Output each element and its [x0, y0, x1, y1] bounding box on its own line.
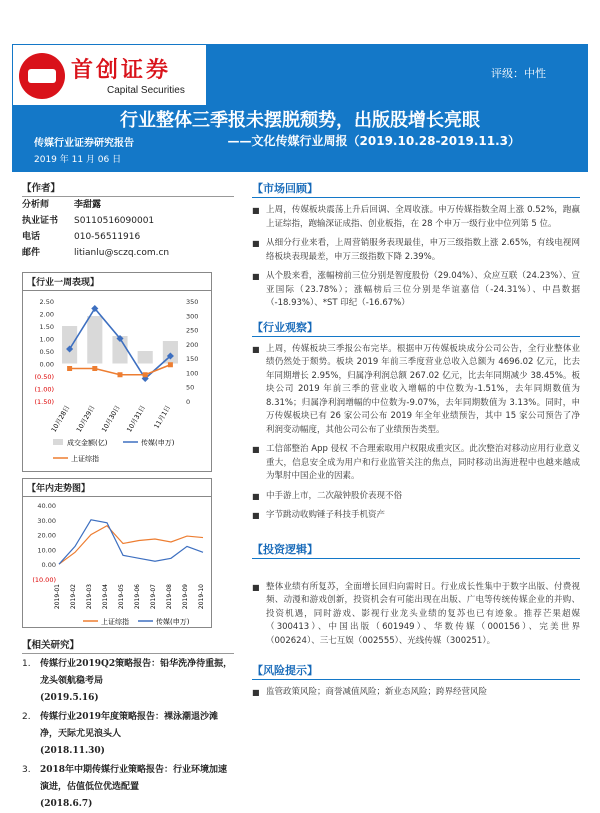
y2-tick-label: 200 — [186, 340, 199, 349]
weekly-chart-svg — [23, 291, 211, 471]
yearly-chart-title: 【年内走势图】 — [23, 479, 211, 497]
x-tick-label: 2019-06 — [134, 584, 141, 610]
page-title: 行业整体三季报未摆脱颓势，出版股增长亮眼 — [120, 110, 480, 131]
x-tick-label: 2019-02 — [70, 584, 77, 610]
list-item-text: 从个股来看，涨幅榜前三位分别是智度股份（29.04%）、众应互联（24.23%）、宣亚国际（23.78%）；涨幅榜后三位分别是华谊嘉信（-24.31%）、中昌数据（-18.93%）、*ST 印纪（-16.67%） — [266, 271, 580, 308]
logo-cn: 首创证券 — [71, 57, 172, 83]
y-tick-label: 1.50 — [39, 323, 54, 331]
legend-label: 传媒(申万) — [156, 618, 190, 626]
list-item — [252, 490, 580, 504]
data-point — [118, 372, 123, 377]
list-item-date: (2019.5.16) — [40, 693, 99, 703]
risk-title: 【风险提示】 — [252, 662, 580, 680]
x-tick-label: 10月30日 — [100, 404, 122, 434]
y2-tick-label: 0 — [186, 398, 191, 406]
y-tick-label: (1.50) — [34, 398, 54, 406]
related-research — [22, 637, 234, 813]
x-tick-label: 2019-09 — [182, 584, 189, 610]
yearly-chart-svg — [23, 497, 211, 627]
data-point — [92, 366, 97, 371]
list-item — [252, 509, 580, 523]
y-tick-label: 10.00 — [37, 546, 56, 555]
bullet-icon: ■ — [252, 445, 260, 454]
bar — [87, 316, 102, 364]
y2-tick-label: 350 — [186, 298, 199, 306]
report-header — [12, 44, 588, 172]
x-tick-label: 10月31日 — [125, 404, 147, 434]
logo-icon — [19, 53, 65, 99]
list-item-text: 传媒行业2019Q2策略报告：铅华洗净待重振，龙头领航稳考局 — [40, 659, 233, 686]
legend-swatch — [53, 439, 63, 445]
author-key: 执业证书 — [22, 216, 59, 226]
yearly-chart — [22, 478, 212, 628]
list-item-text: 传媒行业2019年度策略报告：裸泳潮退沙滩净，天际尤见浪头人 — [40, 712, 219, 739]
x-tick-label: 10月29日 — [74, 404, 97, 434]
list-item — [252, 581, 580, 649]
y-tick-label: 2.00 — [39, 310, 54, 319]
y2-tick-label: 250 — [186, 326, 199, 335]
x-tick-label: 2019-07 — [150, 584, 157, 610]
list-item-text: 字节跳动收购锤子科技手机资产 — [266, 510, 386, 520]
legend-label: 上证综指 — [101, 618, 129, 626]
report-subtitle: ——文化传媒行业周报（2019.10.28-2019.11.3） — [227, 134, 520, 148]
rating: 评级：中性 — [491, 67, 546, 80]
list-item-text: 监管政策风险；商誉减值风险；新业态风险；跨界经营风险 — [266, 687, 488, 697]
report-date: 2019 年 11 月 06 日 — [34, 155, 122, 165]
weekly-chart — [22, 272, 212, 472]
series-line — [59, 526, 203, 564]
author-row — [22, 197, 234, 213]
bullet-icon: ■ — [252, 582, 260, 592]
y2-tick-label: 150 — [186, 355, 199, 364]
data-point — [67, 366, 72, 371]
weekly-chart-title: 【行业一周表现】 — [23, 273, 211, 291]
author-value: 010-56511916 — [74, 232, 141, 242]
y-tick-label: (0.50) — [34, 373, 54, 381]
legend-label: 上证综指 — [71, 455, 99, 463]
list-item — [252, 443, 580, 484]
logo-en: Capital Securities — [107, 85, 185, 96]
list-item — [252, 686, 580, 700]
x-tick-label: 2019-08 — [166, 584, 173, 610]
y-tick-label: 30.00 — [37, 516, 56, 525]
list-item — [252, 204, 580, 231]
list-item-text: 2018年中期传媒行业策略报告：行业环境加速演进，估值低位优选配置 — [40, 765, 228, 792]
industry-observe-title: 【行业观察】 — [252, 319, 580, 337]
bullet-icon: ■ — [252, 272, 260, 281]
y-tick-label: (10.00) — [32, 576, 56, 584]
list-item-date: (2018.11.30) — [40, 746, 105, 756]
author-key: 邮件 — [22, 248, 41, 258]
author-key: 分析师 — [22, 200, 50, 210]
legend-label: 成交金额(亿) — [67, 439, 108, 447]
bar — [138, 351, 153, 364]
y-tick-label: 40.00 — [37, 502, 56, 510]
list-item-number: 1. — [22, 659, 31, 669]
list-item-number: 3. — [22, 765, 31, 775]
list-item-text: 整体业绩有所复苏，全面增长回归向需时日。行业成长性集中于数字出版、付费视频、动漫和游戏创新，投资机会有可能出现在出版、广电等传统传媒企业的并购、投资机遇，同时游戏、影视行业龙头业绩的复苏也已有迹象。推荐芒果超媒（300413）、中国出版（601949）、华数传媒（000156）、完美世界（002624）、三七互娱（002555）、光线传媒（300251）。 — [266, 581, 580, 646]
data-point — [168, 362, 173, 367]
x-tick-label: 2019-10 — [198, 584, 205, 610]
bullet-icon: ■ — [252, 239, 260, 248]
list-item-number: 2. — [22, 712, 31, 722]
author-value[interactable]: litianlu@sczq.com.cn — [74, 248, 170, 258]
y-tick-label: 20.00 — [37, 531, 56, 540]
y2-tick-label: 100 — [186, 369, 199, 378]
y2-tick-label: 50 — [186, 383, 195, 392]
list-item-text: 上周，传媒板块三季报公布完毕。根据申万传媒板块成分公司公告，全行业整体业绩仍然处于颓势。板块 2019 年前三季度营业总收入总额为 4696.02 亿元，比去年同期增长 2.95%，归属净利润总额 267.02 亿元，比去年同期减少 38.45%。板块公司 2019 年前三季的营业收入增幅的中位数为-1.51%，去年同期数值为 8.31%；归属净利润增幅的中位数为-9.07%，去年同期数值为 3.13%。同时，申万传媒板块已有 26 家公司公布 2019 年全年业绩预告，其中 15 家公司预告了净利润变动幅度，其他公司公布了业绩预告类型。 — [266, 343, 580, 435]
y-tick-label: 2.50 — [39, 298, 54, 306]
y-tick-label: 0.00 — [41, 561, 56, 570]
list-item — [252, 270, 580, 311]
list-item-text: 中手游上市，二次敲钟股价表现不俗 — [266, 490, 403, 501]
x-tick-label: 2019-04 — [102, 584, 109, 610]
logo — [12, 44, 207, 106]
bullet-icon: ■ — [252, 344, 260, 354]
author-key: 电话 — [22, 232, 41, 242]
list-item[interactable] — [22, 709, 234, 760]
list-item[interactable] — [22, 656, 234, 707]
x-tick-label: 2019-05 — [118, 584, 125, 610]
author-row — [22, 213, 234, 229]
related-research-title: 【相关研究】 — [22, 637, 234, 654]
bullet-icon: ■ — [252, 206, 260, 215]
list-item-text: 从细分行业来看，上周营销服务表现最佳，申万三级指数上涨 2.65%，有线电视网络板块表现最差，申万三级指数下降 2.39%。 — [266, 238, 580, 262]
author-value: 李甜露 — [74, 200, 102, 210]
report-dept: 传媒行业证券研究报告 — [34, 138, 134, 149]
data-point — [143, 372, 148, 377]
list-item — [252, 237, 580, 264]
x-tick-label: 2019-03 — [86, 584, 93, 610]
author-row — [22, 229, 234, 245]
bullet-icon: ■ — [252, 511, 260, 520]
list-item-text: 工信部整治 App 侵权 不合理索取用户权限成重灾区。此次整治对移动应用行业意义重大，信息安全成为用户和行业监管关注的焦点，同时移动出海进程中也越来越成为掣肘中国企业的因素。 — [266, 444, 580, 481]
list-item — [252, 343, 580, 438]
main-content — [252, 180, 580, 700]
x-tick-label: 11月1日 — [152, 404, 173, 431]
author-value: S0110516090001 — [74, 216, 155, 226]
author-section-title: 【作者】 — [22, 180, 234, 197]
y-tick-label: 0.00 — [39, 360, 54, 369]
bullet-icon: ■ — [252, 491, 260, 501]
y2-tick-label: 300 — [186, 312, 199, 321]
x-tick-label: 10月28日 — [49, 404, 72, 434]
legend-label: 传媒(申万) — [141, 439, 175, 447]
invest-logic-title: 【投资逻辑】 — [252, 541, 580, 559]
list-item[interactable] — [22, 762, 234, 813]
author-row — [22, 245, 234, 261]
list-item-text: 上周，传媒板块震荡上升后回调、全周收涨。申万传媒指数全周上涨 0.52%，跑赢上证综指，跑输深证成指、创业板指，在 28 个申万一级行业中位列第 5 位。 — [266, 205, 580, 229]
x-tick-label: 2019-01 — [54, 584, 61, 610]
bullet-icon: ■ — [252, 688, 260, 697]
y-tick-label: 1.00 — [39, 335, 54, 344]
list-item-date: (2018.6.7) — [40, 799, 93, 809]
y-tick-label: (1.00) — [34, 385, 54, 394]
bar — [62, 326, 77, 364]
y-tick-label: 0.50 — [39, 348, 54, 356]
author-section — [22, 180, 234, 261]
market-review-title: 【市场回顾】 — [252, 180, 580, 198]
